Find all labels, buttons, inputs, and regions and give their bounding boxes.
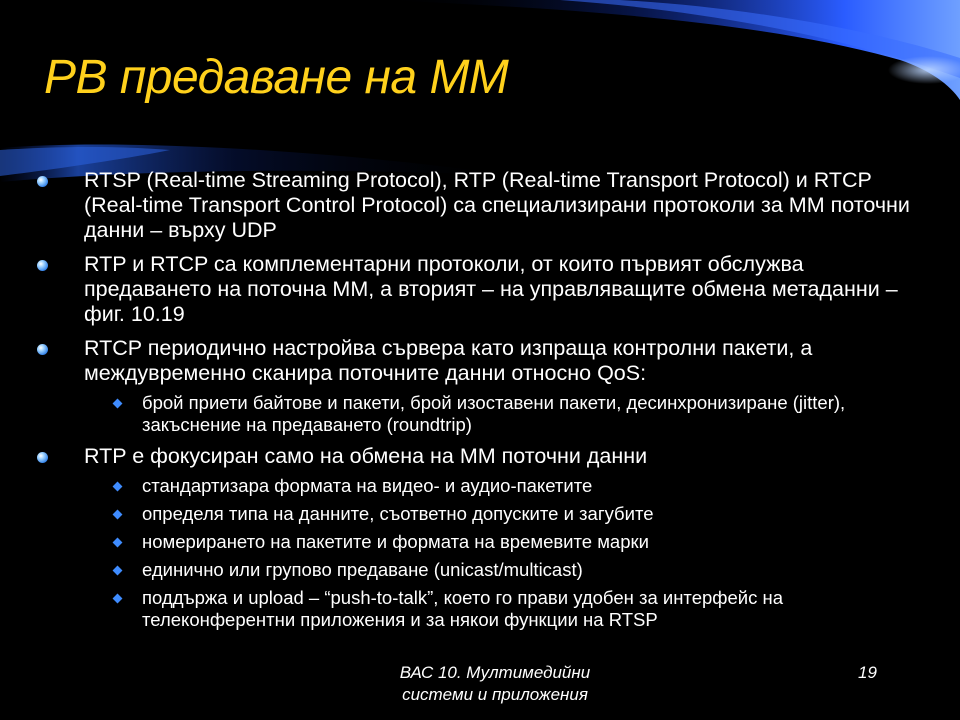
sub-bullet-text: брой приети байтове и пакети, брой изоставени пакети, десинхронизиране (jitter), закъснение на предаването (roundtrip) xyxy=(142,392,846,435)
page-number: 19 xyxy=(858,663,877,682)
blue-diamond-bullet-icon xyxy=(113,482,123,492)
sub-bullet-item xyxy=(0,392,922,436)
bullet-item xyxy=(0,252,914,327)
blue-sphere-bullet-icon xyxy=(37,260,48,271)
blue-diamond-bullet-icon xyxy=(113,399,123,409)
bullet-item xyxy=(0,336,914,386)
sub-bullet-text: стандартизара формата на видео- и аудио-пакетите xyxy=(142,475,593,496)
blue-sphere-bullet-icon xyxy=(37,452,48,463)
sub-bullet-text: единично или групово предаване (unicast/multicast) xyxy=(142,559,583,580)
blue-diamond-bullet-icon xyxy=(113,538,123,548)
sub-bullet-text: поддържа и upload – “push-to-talk”, което го прави удобен за интерфейс на телеконферентни приложения и за някои функции на RTSP xyxy=(142,587,784,630)
sub-bullet-text: определя типа на данните, съответно допуските и загубите xyxy=(142,503,654,524)
footer-line: системи и приложения xyxy=(402,685,588,704)
slide-footer xyxy=(360,662,630,706)
sub-bullet-item xyxy=(0,587,922,631)
blue-diamond-bullet-icon xyxy=(113,566,123,576)
bullet-text: RTP е фокусиран само на обмена на ММ поточни данни xyxy=(84,444,648,468)
slide-title: РВ предаване на ММ xyxy=(44,51,509,104)
blue-sphere-bullet-icon xyxy=(37,344,48,355)
blue-diamond-bullet-icon xyxy=(113,510,123,520)
sub-bullet-item xyxy=(0,475,922,497)
bullet-list xyxy=(0,168,960,637)
bullet-text: RTP и RTCP са комплементарни протоколи, от които първият обслужва предаването на поточна ММ, а вторият – на управляващите обмена метаданни – фиг. 10.19 xyxy=(84,252,898,326)
sub-bullet-text: номерирането на пакетите и формата на времевите марки xyxy=(142,531,649,552)
footer-line: ВАС 10. Мултимедийни xyxy=(399,663,591,682)
bullet-text: RTCP периодично настройва сървера като изпраща контролни пакети, а междувременно сканира поточните данни относно QoS: xyxy=(84,336,813,385)
bullet-item xyxy=(0,168,914,243)
blue-diamond-bullet-icon xyxy=(113,594,123,604)
sub-bullet-item xyxy=(0,531,922,553)
bullet-text: RTSP (Real-time Streaming Protocol), RTP (Real-time Transport Protocol) и RTCP (Real-time Transport Control Protocol) са специализирани протоколи за ММ поточни данни – върху UDP xyxy=(84,168,910,242)
blue-sphere-bullet-icon xyxy=(37,176,48,187)
sub-bullet-item xyxy=(0,503,922,525)
sub-bullet-item xyxy=(0,559,922,581)
bullet-item xyxy=(0,444,914,469)
